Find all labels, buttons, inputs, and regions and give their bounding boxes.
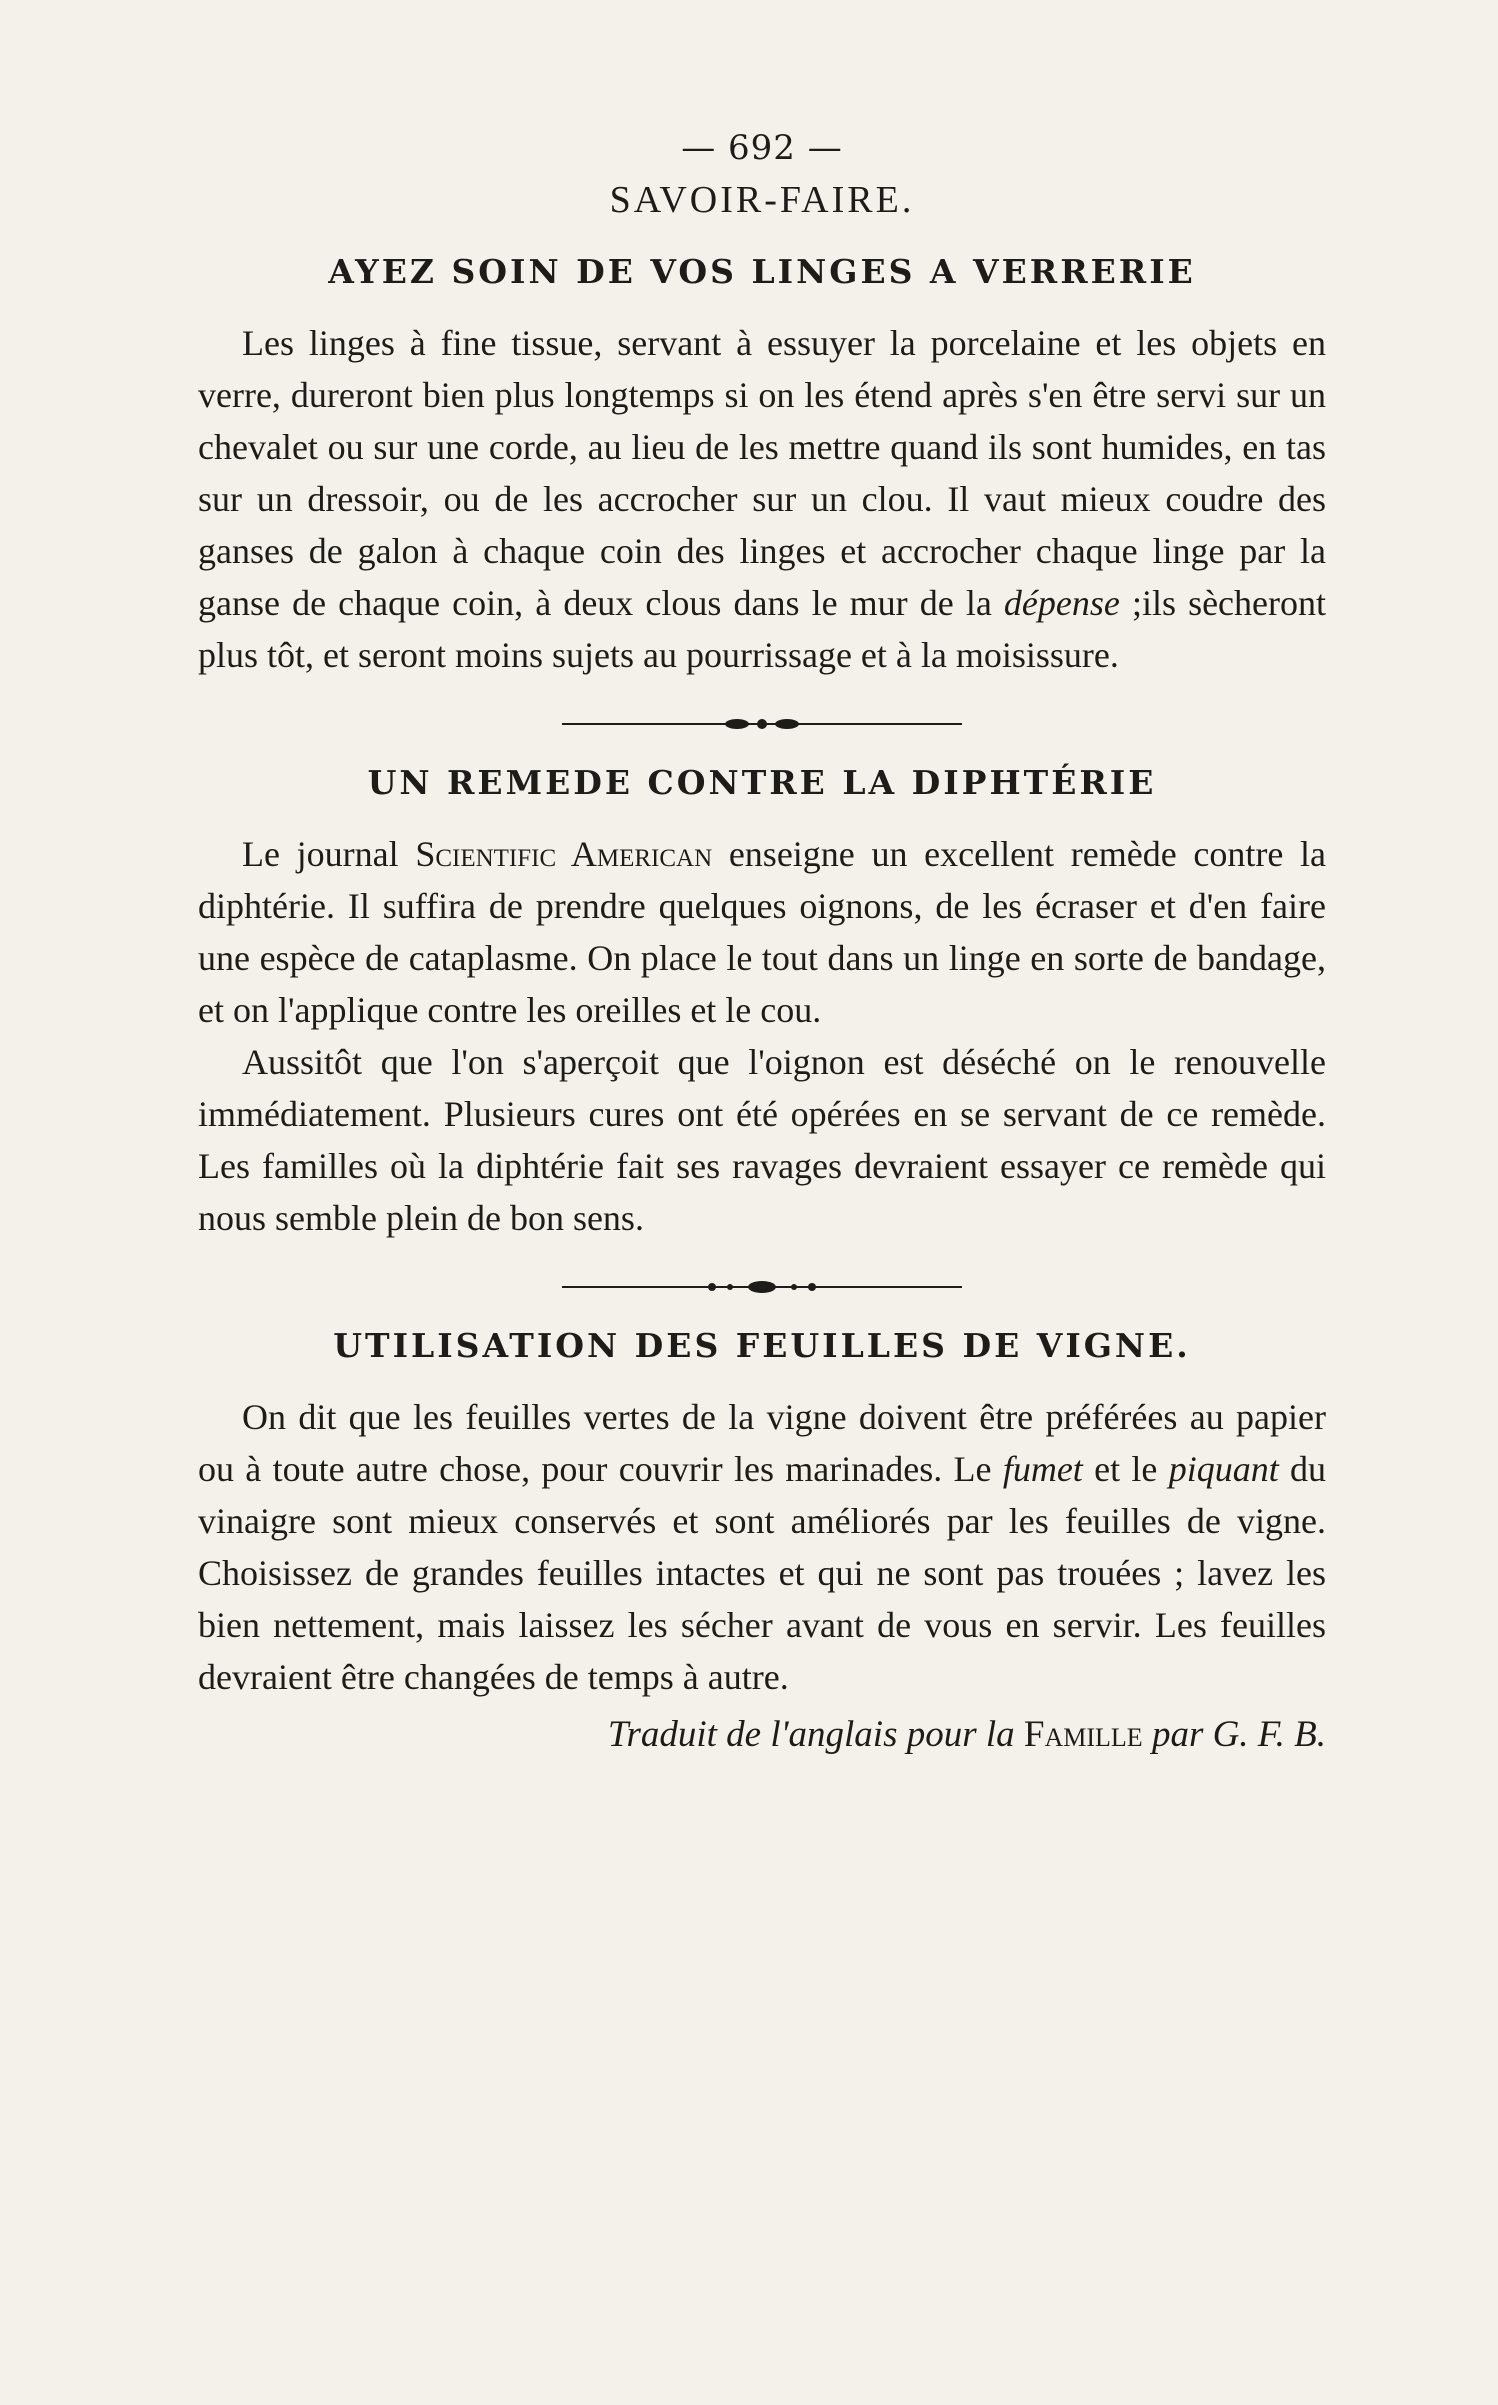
page-content bbox=[198, 128, 1326, 1756]
paragraph bbox=[198, 317, 1326, 681]
section-diphterie bbox=[198, 763, 1326, 1244]
credit-publication: Famille bbox=[1023, 1714, 1143, 1755]
ornamental-separator bbox=[198, 715, 1326, 733]
paragraph-text: enseigne un excellent remède contre la diphtérie. Il suffira de prendre quelques oignons, de les écraser et d'en faire une espèce de cataplasme. On place le tout dans un linge en sorte de bandage, et on l'applique contre les oreilles et le cou. bbox=[198, 834, 1326, 1030]
section-linges bbox=[198, 252, 1326, 681]
section-vigne bbox=[198, 1326, 1326, 1703]
ornamental-separator bbox=[198, 1278, 1326, 1296]
running-head: SAVOIR-FAIRE. bbox=[609, 179, 915, 221]
section-title: UTILISATION DES FEUILLES DE VIGNE. bbox=[333, 1326, 1191, 1365]
paragraph-text: Les linges à fine tissue, servant à essuyer la porcelaine et les objets en verre, dureront bien plus longtemps si on les étend après s'en être servi sur un chevalet ou sur une corde, au lieu de les mettre quand ils sont humides, en tas sur un dressoir, ou de les accrocher sur un clou. Il vaut mieux coudre des ganses de galon à chaque coin des linges et accrocher chaque linge par la ganse de chaque coin, à deux clous dans le mur de la bbox=[198, 323, 1326, 623]
paragraph-text: ;ils sècheront plus tôt, et seront moins sujets au pourrissage et à la moisissure. bbox=[198, 583, 1327, 675]
credit-text: Traduit de l'anglais pour la bbox=[607, 1714, 1024, 1755]
separator-ornament-icon bbox=[562, 1278, 962, 1296]
separator-ornament-icon bbox=[562, 715, 962, 733]
paragraph bbox=[198, 828, 1326, 1036]
paragraph-text: On dit que les feuilles vertes de la vigne doivent être préférées au papier ou à toute autre chose, pour couvrir les marinades. Le bbox=[198, 1397, 1326, 1489]
credit-text: par G. F. B. bbox=[1142, 1714, 1326, 1755]
translation-credit bbox=[198, 1713, 1326, 1756]
section-title: AYEZ SOIN DE VOS LINGES A VERRERIE bbox=[328, 252, 1196, 291]
paragraph-text: Le journal bbox=[242, 834, 416, 874]
paragraph-text: du vinaigre sont mieux conservés et sont améliorés par les feuilles de vigne. Choisissez de grandes feuilles intactes et qui ne sont pas trouées ; lavez les bien nettement, mais laissez les sécher avant de vous en servir. Les feuilles devraient être changées de temps à autre. bbox=[198, 1449, 1327, 1697]
paragraph: Aussitôt que l'on s'aperçoit que l'oignon est déséché on le renouvelle immédiatement. Plusieurs cures ont été opérées en se servant de ce remède. Les familles où la diphtérie fait ses ravages devraient essayer ce remède qui nous semble plein de bon sens. bbox=[198, 1042, 1326, 1238]
section-title: UN REMEDE CONTRE LA DIPHTÉRIE bbox=[367, 763, 1157, 802]
italic-term: piquant bbox=[1168, 1449, 1279, 1489]
italic-term: dépense bbox=[1003, 583, 1120, 623]
page-number: — 692 — bbox=[681, 128, 843, 168]
journal-name: Scientific American bbox=[415, 834, 713, 874]
paragraph-text: et le bbox=[1082, 1449, 1169, 1489]
italic-term: fumet bbox=[1002, 1449, 1083, 1489]
paragraph bbox=[198, 1391, 1326, 1703]
